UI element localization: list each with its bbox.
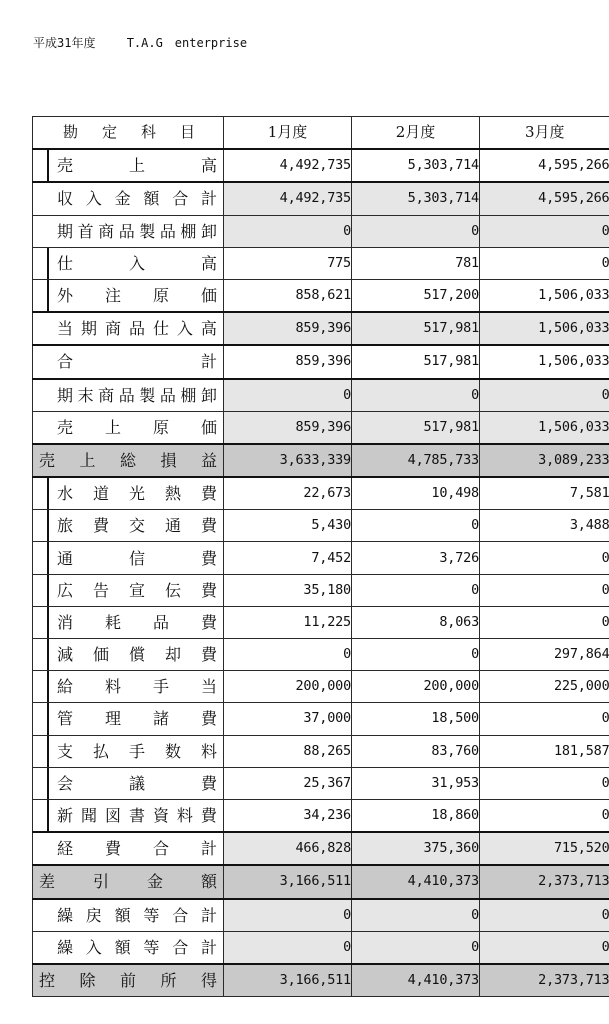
table-row bbox=[33, 865, 609, 898]
bracket-line bbox=[47, 477, 49, 510]
month-1-amount: 7,452 bbox=[224, 542, 352, 574]
account-label: 減 価 償 却 費 bbox=[33, 639, 224, 671]
account-label: 仕 入 高 bbox=[33, 247, 224, 279]
account-label: 収 入 金 額 合 計 bbox=[33, 182, 224, 215]
month-2-amount: 3,726 bbox=[352, 542, 480, 574]
month-1-amount: 4,492,735 bbox=[224, 182, 352, 215]
bracket-line bbox=[47, 279, 49, 312]
month-1-amount: 4,492,735 bbox=[224, 149, 352, 182]
month-3-amount: 0 bbox=[480, 606, 609, 638]
month-3-amount: 0 bbox=[480, 247, 609, 279]
month-3-amount: 3,089,233 bbox=[480, 444, 609, 477]
month-3-amount: 0 bbox=[480, 899, 609, 932]
bracket-line bbox=[47, 799, 49, 832]
month-1-amount: 0 bbox=[224, 639, 352, 671]
table-row bbox=[33, 964, 609, 997]
month-2-amount: 0 bbox=[352, 379, 480, 412]
month-3-amount: 2,373,713 bbox=[480, 964, 609, 997]
month-3-amount: 715,520 bbox=[480, 832, 609, 865]
bracket-line bbox=[47, 510, 49, 542]
month-1-amount: 5,430 bbox=[224, 510, 352, 542]
table-row bbox=[33, 931, 609, 964]
month-1-amount: 3,633,339 bbox=[224, 444, 352, 477]
bracket-line bbox=[47, 671, 49, 703]
account-label: 差 引 金 額 bbox=[33, 865, 224, 898]
account-label: 給 料 手 当 bbox=[33, 671, 224, 703]
month-2-amount: 0 bbox=[352, 574, 480, 606]
profit-loss-table bbox=[32, 116, 609, 997]
table-row bbox=[33, 899, 609, 932]
account-label: 経 費 合 計 bbox=[33, 832, 224, 865]
table-row bbox=[33, 606, 609, 638]
table-row bbox=[33, 574, 609, 606]
month-3-amount: 225,000 bbox=[480, 671, 609, 703]
month-3-amount: 0 bbox=[480, 931, 609, 964]
month-1-amount: 22,673 bbox=[224, 477, 352, 510]
month-3-amount: 0 bbox=[480, 703, 609, 735]
table-row bbox=[33, 510, 609, 542]
bracket-line bbox=[47, 703, 49, 735]
month-3-amount: 0 bbox=[480, 379, 609, 412]
month-3-amount: 2,373,713 bbox=[480, 865, 609, 898]
bracket-line bbox=[47, 606, 49, 638]
account-label: 消 耗 品 費 bbox=[33, 606, 224, 638]
month-1-amount: 0 bbox=[224, 215, 352, 247]
month-3-amount: 0 bbox=[480, 542, 609, 574]
month-1-amount: 859,396 bbox=[224, 411, 352, 444]
month-2-amount: 31,953 bbox=[352, 767, 480, 799]
month-3-amount: 1,506,033 bbox=[480, 411, 609, 444]
month-1-amount: 0 bbox=[224, 899, 352, 932]
table-row bbox=[33, 345, 609, 378]
table-row bbox=[33, 411, 609, 444]
month-2-amount: 0 bbox=[352, 931, 480, 964]
month-3-amount: 1,506,033 bbox=[480, 345, 609, 378]
account-label: 広 告 宣 伝 費 bbox=[33, 574, 224, 606]
report-header bbox=[33, 34, 247, 51]
month-2-amount: 0 bbox=[352, 899, 480, 932]
month-1-amount: 200,000 bbox=[224, 671, 352, 703]
profit-loss-sheet bbox=[32, 116, 609, 1016]
account-label: 売 上 高 bbox=[33, 149, 224, 182]
month-3-amount: 4,595,266 bbox=[480, 182, 609, 215]
month-3-amount: 0 bbox=[480, 767, 609, 799]
month-2-amount: 781 bbox=[352, 247, 480, 279]
month-1-amount: 88,265 bbox=[224, 735, 352, 767]
month-2-amount: 83,760 bbox=[352, 735, 480, 767]
account-label: 外 注 原 価 bbox=[33, 279, 224, 312]
table-row bbox=[33, 312, 609, 345]
table-row bbox=[33, 149, 609, 182]
column-header-month-1: 1月度 bbox=[224, 117, 352, 150]
bracket-line bbox=[47, 574, 49, 606]
bracket-line bbox=[47, 767, 49, 799]
table-row bbox=[33, 832, 609, 865]
month-2-amount: 5,303,714 bbox=[352, 149, 480, 182]
table-row bbox=[33, 542, 609, 574]
month-2-amount: 517,981 bbox=[352, 345, 480, 378]
account-label: 合 計 bbox=[33, 345, 224, 378]
month-2-amount: 8,063 bbox=[352, 606, 480, 638]
month-1-amount: 859,396 bbox=[224, 312, 352, 345]
account-label: 期 首 商 品 製 品 棚 卸 bbox=[33, 215, 224, 247]
account-label: 通 信 費 bbox=[33, 542, 224, 574]
month-3-amount: 3,488 bbox=[480, 510, 609, 542]
table-row bbox=[33, 639, 609, 671]
month-3-amount: 7,581 bbox=[480, 477, 609, 510]
bracket-line bbox=[47, 149, 49, 182]
table-row bbox=[33, 247, 609, 279]
month-3-amount: 297,864 bbox=[480, 639, 609, 671]
table-row bbox=[33, 703, 609, 735]
company-name: T.A.G enterprise bbox=[126, 36, 248, 50]
account-label: 期 末 商 品 製 品 棚 卸 bbox=[33, 379, 224, 412]
account-label: 繰 入 額 等 合 計 bbox=[33, 931, 224, 964]
column-header-month-3: 3月度 bbox=[480, 117, 609, 150]
table-row bbox=[33, 477, 609, 510]
month-2-amount: 10,498 bbox=[352, 477, 480, 510]
account-label: 売 上 総 損 益 bbox=[33, 444, 224, 477]
month-1-amount: 859,396 bbox=[224, 345, 352, 378]
month-2-amount: 517,981 bbox=[352, 312, 480, 345]
table-row bbox=[33, 279, 609, 312]
month-1-amount: 35,180 bbox=[224, 574, 352, 606]
month-1-amount: 0 bbox=[224, 931, 352, 964]
table-row bbox=[33, 735, 609, 767]
fiscal-year: 平成31年度 bbox=[33, 36, 96, 50]
month-1-amount: 11,225 bbox=[224, 606, 352, 638]
table-row bbox=[33, 379, 609, 412]
month-2-amount: 200,000 bbox=[352, 671, 480, 703]
bracket-line bbox=[47, 639, 49, 671]
account-label: 会 議 費 bbox=[33, 767, 224, 799]
month-2-amount: 517,200 bbox=[352, 279, 480, 312]
month-2-amount: 4,410,373 bbox=[352, 964, 480, 997]
month-2-amount: 5,303,714 bbox=[352, 182, 480, 215]
account-label: 水 道 光 熱 費 bbox=[33, 477, 224, 510]
month-1-amount: 3,166,511 bbox=[224, 964, 352, 997]
account-label: 繰 戻 額 等 合 計 bbox=[33, 899, 224, 932]
table-row bbox=[33, 799, 609, 832]
bracket-line bbox=[47, 542, 49, 574]
month-1-amount: 34,236 bbox=[224, 799, 352, 832]
month-3-amount: 1,506,033 bbox=[480, 312, 609, 345]
month-1-amount: 25,367 bbox=[224, 767, 352, 799]
bracket-line bbox=[47, 735, 49, 767]
account-label: 売 上 原 価 bbox=[33, 411, 224, 444]
month-1-amount: 37,000 bbox=[224, 703, 352, 735]
month-1-amount: 775 bbox=[224, 247, 352, 279]
table-row bbox=[33, 182, 609, 215]
month-1-amount: 466,828 bbox=[224, 832, 352, 865]
month-3-amount: 0 bbox=[480, 574, 609, 606]
month-1-amount: 0 bbox=[224, 379, 352, 412]
month-2-amount: 0 bbox=[352, 215, 480, 247]
month-2-amount: 0 bbox=[352, 510, 480, 542]
account-label: 当 期 商 品 仕 入 高 bbox=[33, 312, 224, 345]
month-1-amount: 858,621 bbox=[224, 279, 352, 312]
table-row bbox=[33, 671, 609, 703]
month-1-amount: 3,166,511 bbox=[224, 865, 352, 898]
account-label: 控 除 前 所 得 bbox=[33, 964, 224, 997]
bracket-line bbox=[47, 247, 49, 279]
table-header-row bbox=[33, 117, 609, 150]
month-3-amount: 0 bbox=[480, 799, 609, 832]
table-row bbox=[33, 215, 609, 247]
account-label: 旅 費 交 通 費 bbox=[33, 510, 224, 542]
table-row bbox=[33, 767, 609, 799]
month-3-amount: 181,587 bbox=[480, 735, 609, 767]
table-row bbox=[33, 444, 609, 477]
column-header-account: 勘 定 科 目 bbox=[33, 117, 224, 150]
column-header-month-2: 2月度 bbox=[352, 117, 480, 150]
month-3-amount: 4,595,266 bbox=[480, 149, 609, 182]
account-label: 管 理 諸 費 bbox=[33, 703, 224, 735]
month-2-amount: 4,410,373 bbox=[352, 865, 480, 898]
month-2-amount: 0 bbox=[352, 639, 480, 671]
account-label: 新 聞 図 書 資 料 費 bbox=[33, 799, 224, 832]
month-2-amount: 517,981 bbox=[352, 411, 480, 444]
month-2-amount: 18,860 bbox=[352, 799, 480, 832]
account-label: 支 払 手 数 料 bbox=[33, 735, 224, 767]
month-3-amount: 0 bbox=[480, 215, 609, 247]
month-2-amount: 4,785,733 bbox=[352, 444, 480, 477]
month-2-amount: 375,360 bbox=[352, 832, 480, 865]
month-3-amount: 1,506,033 bbox=[480, 279, 609, 312]
month-2-amount: 18,500 bbox=[352, 703, 480, 735]
